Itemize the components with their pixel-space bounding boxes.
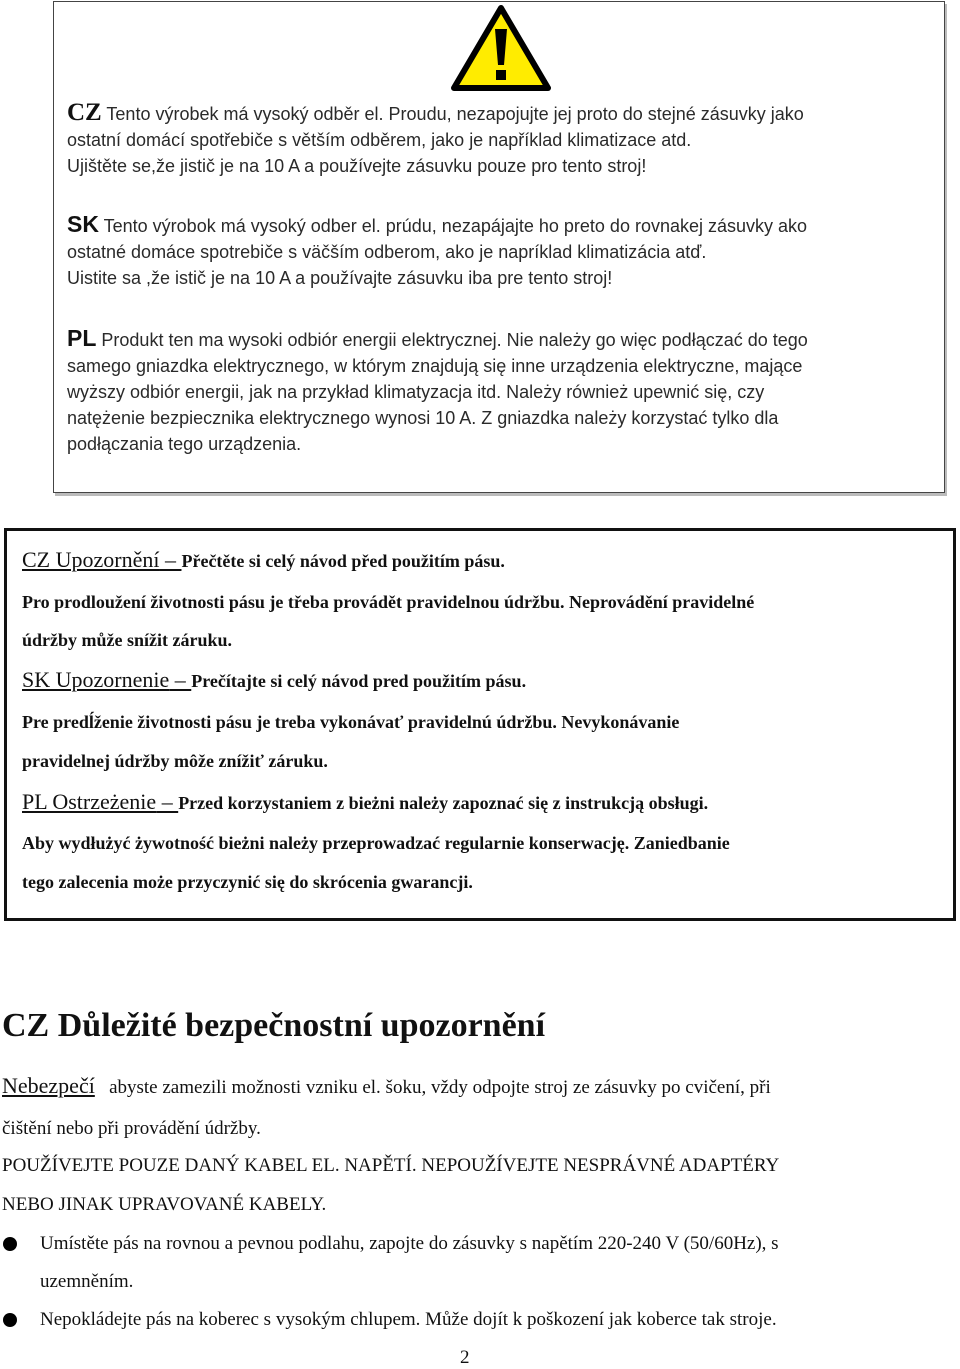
warning-pl-paragraph [67, 325, 927, 457]
bullet-icon [3, 1237, 17, 1251]
warning-pl-line5: podłączania tego urządzenia. [67, 434, 302, 454]
notice-pl-line3: tego zalecenia może przyczynić się do skrócenia gwarancji. [22, 872, 473, 892]
safety-title: CZ Důležité bezpečnostní upozornění [2, 1007, 546, 1044]
notice-cz-heading-line [22, 547, 505, 573]
warning-sk-line3: Uistite sa ,že istič je na 10 A a používajte zásuvku iba pre tento stroj! [67, 268, 613, 288]
notice-cz-line1: Přečtěte si celý návod před použitím pásu. [181, 551, 505, 571]
danger-text-line2: čištění nebo při provádění údržby. [2, 1118, 261, 1139]
warning-box [53, 1, 945, 493]
notice-sk-line3: pravidelnej údržby môže znížiť záruku. [22, 751, 328, 771]
caps-line1: POUŽÍVEJTE POUZE DANÝ KABEL EL. NAPĚTÍ. NEPOUŽÍVEJTE NESPRÁVNÉ ADAPTÉRY [2, 1155, 780, 1176]
bullet1-line1: Umístěte pás na rovnou a pevnou podlahu, zapojte do zásuvky s napětím 220-240 V (50/60Hz), s [40, 1233, 779, 1254]
lang-code-pl: PL [67, 325, 97, 351]
warning-pl-line1: Produkt ten ma wysoki odbiór energii elektrycznej. Nie należy go więc podłączać do tego [101, 330, 808, 350]
notice-pl-line2: Aby wydłużyć żywotność bieżni należy przeprowadzać regularnie konserwację. Zaniedbanie [22, 833, 730, 853]
danger-line [2, 1073, 771, 1099]
warning-pl-line3: wyższy odbiór energii, jak na przykład klimatyzacja itd. Należy również upewnić się, czy [67, 382, 765, 402]
notice-sk-heading-line [22, 667, 526, 693]
notice-cz-line2: Pro prodloužení životnosti pásu je třeba provádět pravidelnou údržbu. Neprovádění pravidelné [22, 592, 755, 612]
notice-sk-dash: – [169, 667, 192, 692]
notice-pl-heading-line [22, 789, 708, 815]
warning-sk-line1: Tento výrobok má vysoký odber el. prúdu, nezapájajte ho preto do rovnakej zásuvky ako [103, 216, 808, 236]
warning-sk-line2: ostatné domáce spotrebiče s väčším odberom, ako je napríklad klimatizácia atď. [67, 242, 707, 262]
notice-pl-line1: Przed korzystaniem z bieżni należy zapoznać się z instrukcją obsługi. [178, 793, 709, 813]
notice-cz-line3: údržby může snížit záruku. [22, 630, 233, 650]
notice-sk-line1: Prečítajte si celý návod pred použitím pásu. [191, 671, 527, 691]
warning-pl-line2: samego gniazdka elektrycznego, w którym znajdują się inne urządzenia elektryczne, mające [67, 356, 803, 376]
lang-code-sk: SK [67, 211, 99, 237]
warning-cz-line1: Tento výrobek má vysoký odběr el. Proudu, nezapojujte jej proto do stejné zásuvky jako [106, 104, 804, 124]
caps-line2: NEBO JINAK UPRAVOVANÉ KABELY. [2, 1194, 327, 1215]
warning-pl-line4: natężenie bezpiecznika elektrycznego wynosi 10 A. Z gniazdka należy korzystać tylko dla [67, 408, 779, 428]
notice-sk-line2: Pre predĺženie životnosti pásu je treba vykonávať pravidelnú údržbu. Nevykonávanie [22, 712, 680, 732]
notice-sk-heading: SK Upozornenie [22, 667, 170, 692]
warning-sk-paragraph [67, 211, 927, 291]
notice-pl-dash: – [156, 789, 179, 814]
bullet1-line2: uzemněním. [40, 1271, 134, 1292]
bullet2-line: Nepokládejte pás na koberec s vysokým chlupem. Může dojít k poškození jak koberce tak stroje. [40, 1309, 777, 1330]
notice-pl-heading: PL Ostrzeżenie [22, 789, 157, 814]
warning-triangle-icon [451, 5, 551, 91]
page-number: 2 [460, 1347, 470, 1368]
lang-code-cz: CZ [67, 99, 102, 126]
danger-text: abyste zamezili možnosti vzniku el. šoku, vždy odpojte stroj ze zásuvky po cvičení, při [109, 1077, 771, 1098]
bullet-icon [3, 1313, 17, 1327]
notice-cz-dash: – [159, 547, 182, 572]
notice-box [4, 528, 956, 921]
warning-cz-line2: ostatní domácí spotřebiče s větším odběrem, jako je například klimatizace atd. [67, 130, 692, 150]
danger-word: Nebezpečí [2, 1073, 95, 1098]
warning-cz-line3: Ujištěte se,že jistič je na 10 A a používejte zásuvku pouze pro tento stroj! [67, 156, 647, 176]
notice-cz-heading: CZ Upozornění [22, 547, 160, 572]
warning-cz-paragraph [67, 100, 927, 179]
